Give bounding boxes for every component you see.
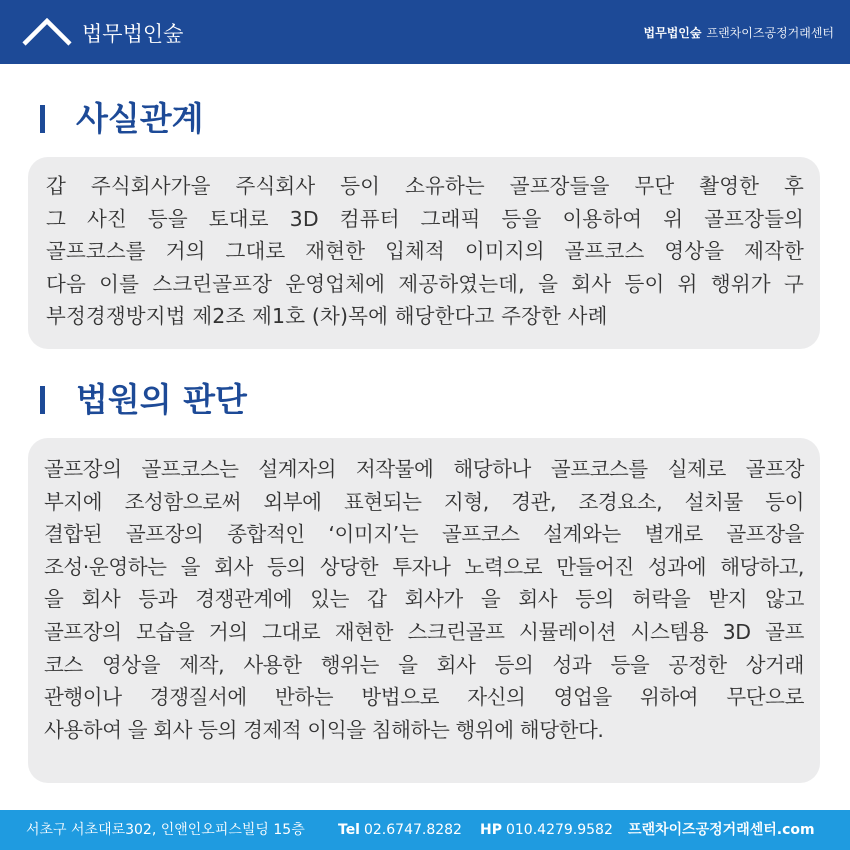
facts-card [28, 157, 820, 349]
facts-line: 골프코스를 거의 그대로 재현한 입체적 이미지의 골프코스 영상을 제작한 [46, 239, 804, 264]
judgment-line: 결합된 골프장의 종합적인 ‘이미지’는 골프코스 설계와는 별개로 골프장을 [44, 522, 804, 547]
title-bar [40, 105, 45, 133]
footer [0, 810, 850, 850]
footer-address: 서초구 서초대로302, 인앤인오피스빌딩 15층 [26, 822, 305, 838]
judgment-line: 사용하여 을 회사 등의 경제적 이익을 침해하는 행위에 해당한다. [44, 717, 604, 742]
header [0, 0, 850, 64]
footer-hp-number: 010.4279.9582 [505, 822, 613, 838]
roof-chevron-icon [22, 18, 72, 46]
facts-line: 갑 주식회사가을 주식회사 등이 소유하는 골프장들을 무단 촬영한 후 [46, 174, 804, 198]
judgment-line: 조성·운영하는 을 회사 등의 상당한 투자나 노력으로 만들어진 성과에 해당하고, [44, 554, 804, 579]
header-brand [644, 24, 834, 41]
judgment-line: 골프장의 골프코스는 설계자의 저작물에 해당하나 골프코스를 실제로 골프장 [44, 457, 804, 481]
title-bar [40, 386, 45, 414]
judgment-card [28, 438, 820, 783]
footer-tel [338, 810, 462, 850]
facts-line: 그 사진 등을 토대로 3D 컴퓨터 그래픽 등을 이용하여 위 골프장들의 [46, 206, 804, 231]
judgment-line: 골프장의 모습을 거의 그대로 재현한 스크린골프 시뮬레이션 시스템용 3D 골프 [44, 619, 804, 644]
judgment-line: 을 회사 등과 경쟁관계에 있는 갑 회사가 을 회사 등의 허락을 받지 않고 [44, 587, 804, 612]
footer-website[interactable]: 프랜차이즈공정거래센터.com [628, 822, 815, 838]
judgment-line: 관행이나 경쟁질서에 반하는 방법으로 자신의 영업을 위하여 무단으로 [44, 685, 804, 710]
footer-hp-label: HP [480, 822, 502, 838]
header-center-name: 프랜차이즈공정거래센터 [706, 26, 834, 40]
judgment-line: 코스 영상을 제작, 사용한 행위는 을 회사 등의 성과 등을 공정한 상거래 [44, 652, 804, 677]
logo-text: 법무법인숲 [82, 22, 184, 46]
section-title-text: 법원의 판단 [76, 380, 247, 419]
footer-hp [480, 810, 613, 850]
section-title-text: 사실관계 [76, 99, 204, 138]
facts-line: 다음 이를 스크린골프장 운영업체에 제공하였는데, 을 회사 등이 위 행위가 구 [46, 271, 804, 296]
judgment-line: 부지에 조성함으로써 외부에 표현되는 지형, 경관, 조경요소, 설치물 등이 [44, 489, 804, 514]
footer-tel-number: 02.6747.8282 [363, 822, 462, 838]
facts-line: 부정경쟁방지법 제2조 제1호 (차)목에 해당한다고 주장한 사례 [46, 304, 608, 329]
footer-tel-label: Tel [338, 822, 360, 838]
header-brand-name: 법무법인숲 [643, 26, 702, 40]
